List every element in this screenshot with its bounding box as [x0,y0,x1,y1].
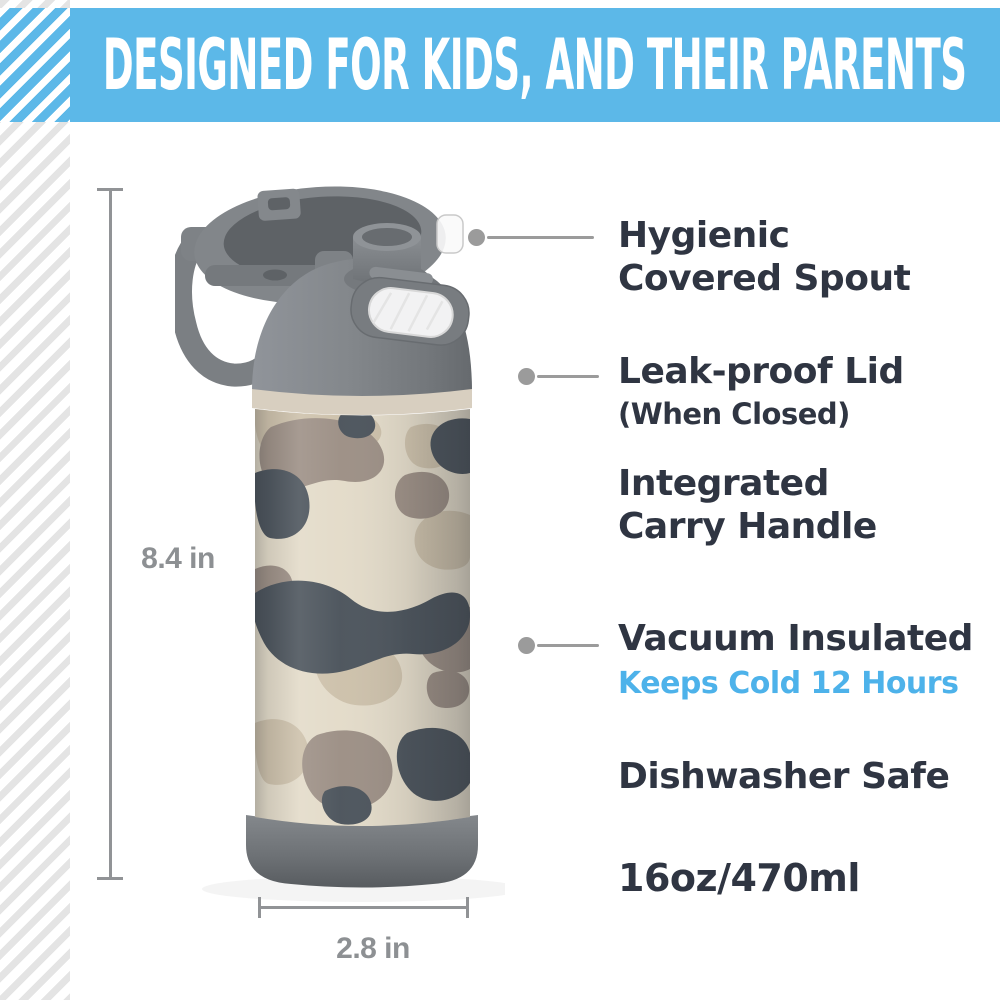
leader-line-lid [537,375,599,378]
leader-dot-lid [518,368,535,385]
leader-dot-insulated [518,637,535,654]
width-dimension-line [259,906,468,909]
leader-dot-spout [468,229,485,246]
header-banner [0,8,1000,122]
feature-line: Hygienic [618,215,790,256]
height-dimension-cap-bottom [97,877,123,880]
banner-stripes-decoration [0,8,70,122]
straw-spout-nub [437,215,463,253]
feature-line: Covered Spout [618,258,911,299]
feature-line: Carry Handle [618,506,877,547]
feature-subtitle: Keeps Cold 12 Hours [618,666,959,701]
height-dimension-cap-top [97,188,123,191]
leader-line-insulated [537,644,599,647]
diagonal-stripes-decoration [0,0,70,1000]
feature-vacuum-insulated [618,617,973,704]
width-dimension-cap-left [258,897,261,918]
feature-line: Integrated [618,463,829,504]
feature-subtitle: (When Closed) [618,397,850,431]
leader-line-spout [487,236,594,239]
feature-line: Dishwasher Safe [618,756,950,797]
feature-line: 16oz/470ml [618,856,860,900]
width-dimension-cap-right [466,897,469,918]
feature-dishwasher-safe [618,755,949,798]
height-dimension-label: 8.4 in [141,542,215,575]
feature-hygienic-spout [618,214,910,300]
header-title: DESIGNED FOR KIDS, AND THEIR PARENTS [103,24,967,106]
feature-capacity [618,856,860,900]
bottle-illustration [175,175,505,905]
width-dimension-label: 2.8 in [336,932,410,965]
feature-carry-handle [618,462,877,548]
feature-line: Vacuum Insulated [618,618,973,659]
feature-line: Leak-proof Lid [618,351,904,392]
feature-leak-proof-lid [618,350,904,435]
height-dimension-line [109,190,112,879]
bottle-body-camo [250,390,475,840]
